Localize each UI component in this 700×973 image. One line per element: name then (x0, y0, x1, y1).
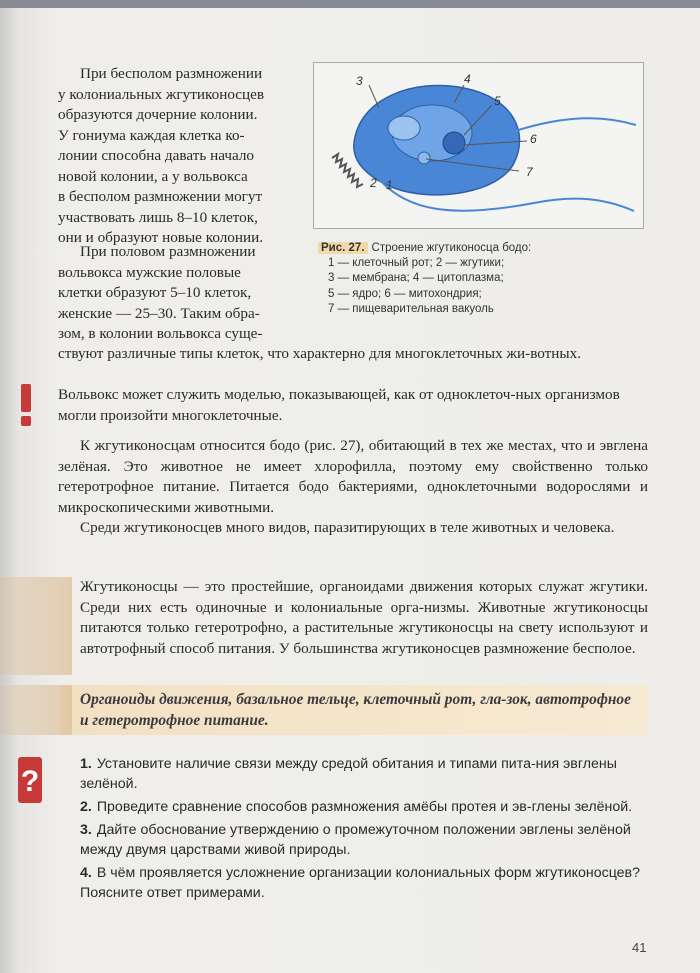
text-line: женские — 25–30. Таким обра- (58, 304, 260, 322)
caption-line: 5 — ядро; 6 — митохондрия; (328, 287, 482, 300)
bodo-diagram (314, 63, 643, 228)
text-line: При половом размножении (80, 243, 256, 260)
diagram-label: 3 (356, 74, 363, 88)
page-number: 41 (632, 940, 647, 955)
question-item (80, 797, 645, 817)
diagram-label: 2 (370, 176, 377, 190)
diagram-label: 1 (386, 178, 393, 192)
caption-line: 7 — пищеварительная вакуоль (328, 302, 494, 315)
question-item (80, 820, 645, 860)
text-line: участвовать лишь 8–10 клеток, (58, 208, 258, 226)
diagram-label: 6 (530, 132, 537, 146)
text-line: При бесполом размножении (80, 65, 263, 82)
text-line: У гониума каждая клетка ко- (58, 126, 245, 144)
question-number: 4. (80, 865, 92, 881)
caption-line: 3 — мембрана; 4 — цитоплазма; (328, 272, 504, 285)
question-number: 2. (80, 799, 92, 815)
question-number: 3. (80, 822, 92, 838)
summary-block (60, 577, 648, 675)
figure-bodo-illustration (313, 62, 644, 229)
leader-line (369, 85, 379, 108)
text-line: клетки образуют 5–10 клеток, (58, 284, 252, 301)
note-volvox-model: Вольвокс может служить моделью, показывающей, как от одноклеточ-ных организмов могли произойти многоклеточные. (58, 386, 620, 424)
paragraph-sexual-reproduction (58, 242, 288, 345)
diagram-label: 5 (494, 94, 501, 108)
question-text: Установите наличие связи между средой обитания и типами пита-ния эвглены зелёной. (80, 756, 617, 792)
figure-number: Рис. 27. (318, 242, 368, 254)
paragraph-parasites: Среди жгутиконосцев много видов, паразитирующих в теле животных и человека. (80, 519, 615, 536)
flagellum-front (509, 118, 636, 133)
question-item (80, 754, 645, 794)
keywords-text: Органоиды движения, базальное тельце, клеточный рот, гла-зок, автотрофное и гетеротрофное питание. (80, 691, 631, 729)
summary-puzzle-marker (0, 577, 72, 675)
diagram-label: 4 (464, 72, 471, 86)
caption-line: 1 — клеточный рот; 2 — жгутики; (328, 257, 505, 270)
question-text: Дайте обоснование утверждению о промежуточном положении эвглены зелёной между двумя царствами живой природы. (80, 822, 631, 858)
nucleus (443, 132, 465, 154)
paragraph-sexual-reproduction-tail: ствуют различные типы клеток, что характерно для многоклеточных жи-вотных. (58, 345, 582, 362)
mitochondrion (418, 152, 430, 164)
question-item (80, 863, 645, 903)
keywords-puzzle-marker (0, 685, 72, 735)
exclamation-icon (18, 384, 34, 426)
question-text: В чём проявляется усложнение организации колониальных форм жгутиконосцев? Поясните ответ примерами. (80, 865, 640, 901)
paragraph-asexual-reproduction (58, 64, 288, 249)
summary-text: Жгутиконосцы — это простейшие, органоидами движения которых служат жгутики. Среди них есть одиночные и колониальные орга-низмы. Животные жгутиконосцы питаются только гетеротрофно, а растительные жгутиконосцы на свету используют и автотрофный способ питания. У большинства жгутиконосцев размножение бесполое. (80, 578, 648, 657)
question-mark-icon (18, 757, 42, 803)
caption-title-line (318, 241, 648, 256)
vacuole (388, 116, 420, 140)
text-line: в бесполом размножении могут (58, 188, 263, 205)
caption-title: Строение жгутиконосца бодо: (371, 242, 532, 254)
diagram-label: 7 (526, 165, 533, 179)
paragraph-bodo: К жгутиконосцам относится бодо (рис. 27), обитающий в тех же местах, что и эвглена зелёная. Это животное не имеет хлорофилла, поэтому ему свойственно только гетеротрофное питание. Питается бодо бактериями, одноклеточными водорослями и микроскопическими животными. (58, 437, 648, 516)
text-line: образуются дочерние колонии. (58, 106, 258, 123)
keywords-block (60, 685, 648, 735)
text-line: новой колонии, а у вольвокса (58, 167, 248, 185)
text-line: вольвокса мужские половые (58, 263, 241, 281)
text-line: лонии способна давать начало (58, 147, 255, 164)
questions-list (80, 754, 645, 906)
top-edge (0, 0, 700, 8)
question-number: 1. (80, 756, 92, 772)
question-text: Проведите сравнение способов размножения амёбы протея и эв-глены зелёной. (96, 799, 633, 815)
svg-text:?: ? (20, 765, 40, 798)
text-line: у колониальных жгутиконосцев (58, 85, 265, 103)
figure-caption (318, 241, 648, 317)
text-line: зом, в колонии вольвокса суще- (58, 325, 263, 342)
text-line: они и образуют новые колонии. (58, 229, 264, 246)
